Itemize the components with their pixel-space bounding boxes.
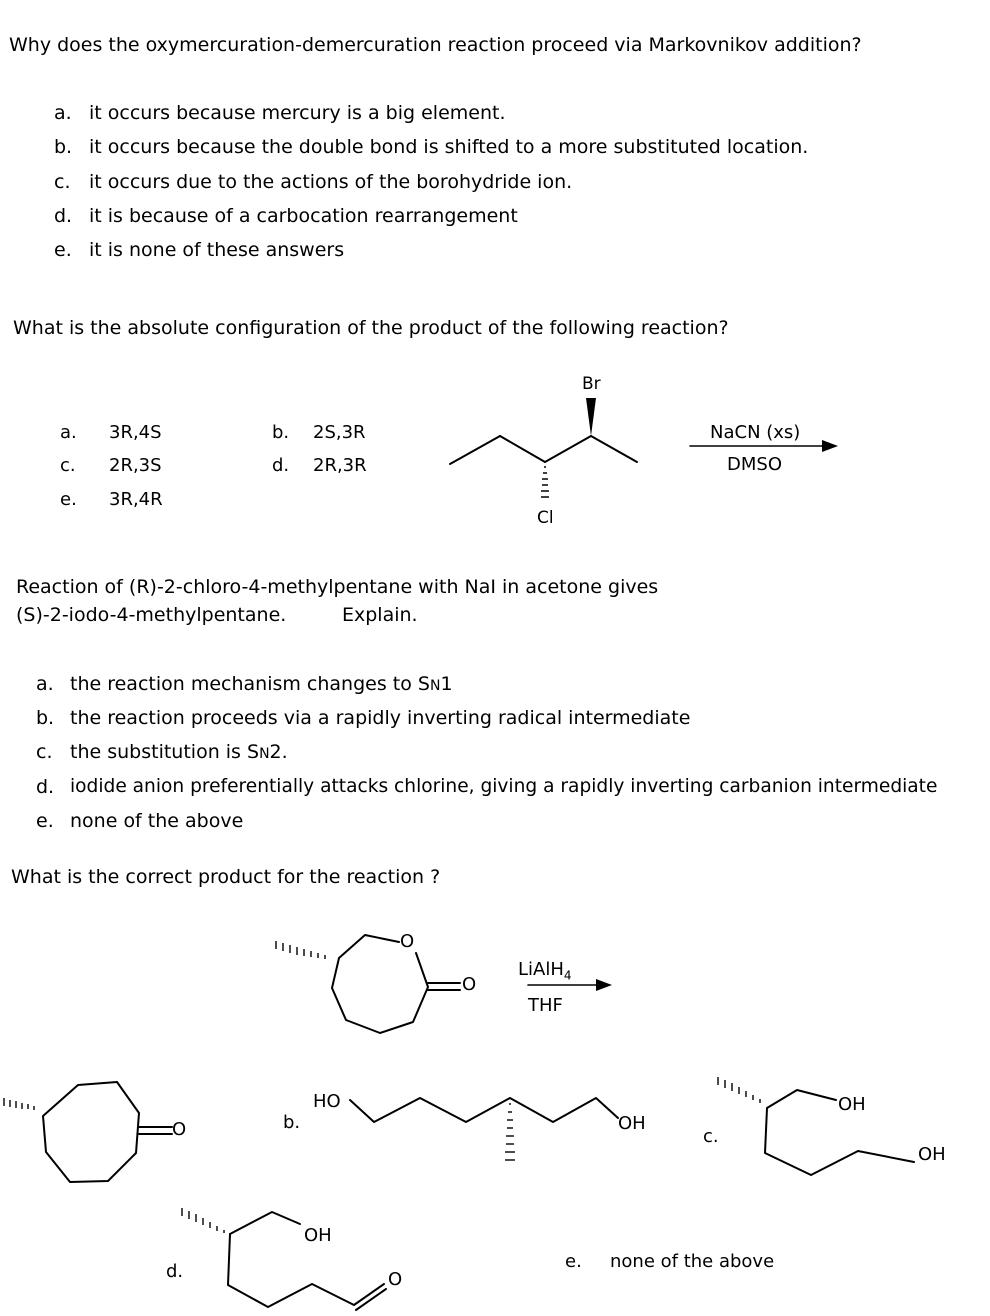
q1-option-a-text: it occurs because mercury is a big element. xyxy=(89,102,506,124)
q4-a-oxygen: O xyxy=(172,1119,187,1140)
q2-option-b-letter: b. xyxy=(272,422,290,443)
q3-option-d-letter: d. xyxy=(36,776,55,798)
q4-a-ring xyxy=(43,1082,139,1182)
q4-b-chain xyxy=(350,1098,618,1122)
q1-option-d-letter: d. xyxy=(54,205,73,227)
q3-option-a-tail: 1 xyxy=(440,673,453,695)
q2-option-d-letter: d. xyxy=(272,455,290,476)
q2-option-e-text: 3R,4R xyxy=(109,489,163,510)
q3-option-a-sub: N xyxy=(429,678,441,694)
q4-reagent-bottom: THF xyxy=(528,995,563,1016)
q4-sm-ring-oxygen: O xyxy=(400,931,415,952)
q4-b-ho: HO xyxy=(313,1091,341,1112)
q1-option-c-letter: c. xyxy=(54,171,71,193)
q4-c-oh-upper: OH xyxy=(838,1094,866,1115)
q2-reagent-bottom: DMSO xyxy=(727,454,782,475)
q4-sm-ring-body xyxy=(332,958,428,1033)
q2-atom-cl: Cl xyxy=(537,508,554,528)
q2-option-c-letter: c. xyxy=(60,455,76,476)
q1-option-c-text: it occurs due to the actions of the borohydride ion. xyxy=(89,171,573,193)
q4-question: What is the correct product for the reaction ? xyxy=(11,866,441,888)
q4-e-text: none of the above xyxy=(610,1251,775,1272)
q4-b-oh: OH xyxy=(618,1113,646,1134)
q4-reagent-top xyxy=(518,960,572,986)
q4-d-upper xyxy=(230,1212,300,1234)
q2-atom-br: Br xyxy=(582,374,601,394)
q4-e-label: e. xyxy=(565,1251,582,1272)
q3-option-c-letter: c. xyxy=(36,741,53,763)
q4-reagent-top-sub: 4 xyxy=(563,968,572,983)
q4-reagent-top-main: LiAlH xyxy=(518,959,564,980)
q2-option-a-text: 3R,4S xyxy=(109,422,162,443)
q4-a-hash xyxy=(4,1098,34,1110)
q4-c-oh-lower: OH xyxy=(918,1144,946,1165)
q4-arrow-head xyxy=(596,979,612,991)
q4-d-oxygen: O xyxy=(388,1269,403,1290)
q1-option-a-letter: a. xyxy=(54,102,72,124)
q1-option-d-text: it is because of a carbocation rearrangement xyxy=(89,205,518,227)
q1-option-e-letter: e. xyxy=(54,239,72,261)
q2-reagent-top: NaCN (xs) xyxy=(710,422,801,443)
q3-option-c-sub: N xyxy=(259,746,270,762)
q3-question-line1: Reaction of (R)-2-chloro-4-methylpentane with NaI in acetone gives xyxy=(16,576,659,598)
q3-option-e-letter: e. xyxy=(36,810,54,832)
q4-b-hash xyxy=(505,1104,515,1160)
q3-option-d-text: iodide anion preferentially attacks chlorine, giving a rapidly inverting carbanion intermediate xyxy=(70,776,938,797)
q1-question: Why does the oxymercuration-demercuration reaction proceed via Markovnikov addition? xyxy=(9,34,862,56)
q4-sm-ring-o-c xyxy=(416,953,428,987)
q3-option-b-text: the reaction proceeds via a rapidly inverting radical intermediate xyxy=(70,707,691,729)
q4-d-oh: OH xyxy=(304,1225,332,1246)
q4-sm-carbonyl-oxygen: O xyxy=(462,974,477,995)
q4-sm-hash xyxy=(276,941,325,959)
q4-b-label: b. xyxy=(283,1112,301,1133)
q3-explain: Explain. xyxy=(342,604,418,626)
q3-question-line2: (S)-2-iodo-4-methylpentane. xyxy=(16,604,287,626)
q2-option-d-text: 2R,3R xyxy=(313,455,367,476)
q2-option-b-text: 2S,3R xyxy=(313,422,366,443)
q3-option-e-text: none of the above xyxy=(70,810,244,832)
q3-option-c-text: the substitution is S xyxy=(70,741,260,763)
q4-c-upper xyxy=(767,1090,836,1108)
q1-option-b-letter: b. xyxy=(54,136,73,158)
q1-option-e-text: it is none of these answers xyxy=(89,239,345,261)
q4-d-hash xyxy=(182,1208,224,1233)
q4-c-hash xyxy=(718,1077,760,1103)
q2-question: What is the absolute configuration of the product of the following reaction? xyxy=(13,317,729,339)
q2-option-e-letter: e. xyxy=(60,489,77,510)
q2-option-c-text: 2R,3S xyxy=(109,455,162,476)
q2-option-a-letter: a. xyxy=(60,422,77,443)
q3-option-b-letter: b. xyxy=(36,707,55,729)
q3-option-a-text: the reaction mechanism changes to S xyxy=(70,673,430,695)
q3-option-a-letter: a. xyxy=(36,673,54,695)
q4-c-lower xyxy=(765,1108,914,1175)
q4-d-label: d. xyxy=(166,1261,184,1282)
q1-option-b-text: it occurs because the double bond is shifted to a more substituted location. xyxy=(89,136,809,158)
q3-option-c-tail: 2. xyxy=(269,741,288,763)
q4-sm-ring-top xyxy=(339,935,399,958)
q4-c-label: c. xyxy=(703,1126,719,1147)
